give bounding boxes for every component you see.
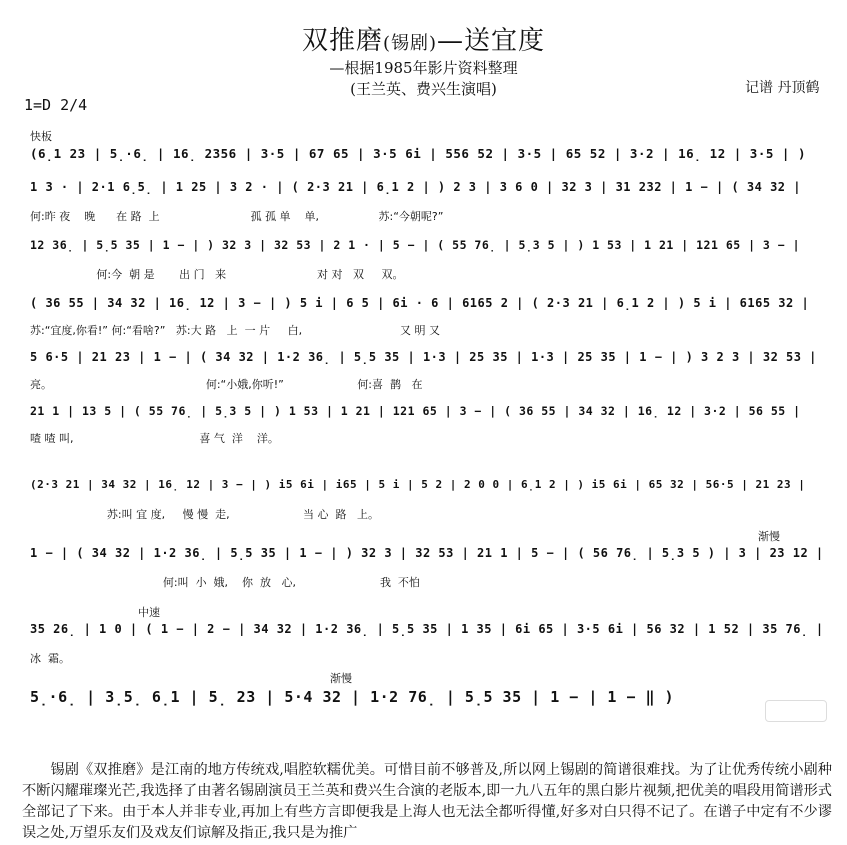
lyrics: 喳 喳 叫, 喜 气 洋 洋。 (30, 432, 279, 445)
lyrics: 苏:“宜度,你看!” 何:“看啥?” 苏:大 路 上 一 片 白, 又 明 又 (30, 324, 440, 337)
notation: (2·3 21 | 34 32 | 16̣ 12 | 3 − | ) i5 6i | i65 | 5 i | 5 2 | 2 0 0 | 6̣1 2 | ) i5 6i | 65 32 | 56·5 | 21 23 | (30, 478, 806, 491)
title-genre: (锡剧) (382, 33, 438, 54)
transcriber-credit: 记谱 丹顶鹤 (745, 80, 820, 96)
notation: 12 36̣ | 5̣5 35 | 1 − | ) 32 3 | 32 53 | 2 1 · | 5 − | ( 55 76̣ | 5̣3 5 | ) 1 53 | 1 21 | 121 65 | 3 − | (30, 238, 801, 252)
lyrics: 何:叫 小 娥, 你 放 心, 我 不怕 (30, 576, 420, 589)
notation: 1 − | ( 34 32 | 1·2 36̣ | 5̣5 35 | 1 − | ) 32 3 | 32 53 | 21 1 | 5 − | ( 56 76̣ | 5̣3 5 ) | 3 | 23 12 | (30, 546, 824, 560)
tempo-mark: 渐慢 (758, 530, 780, 543)
performers: (王兰英、费兴生演唱) (350, 80, 497, 98)
lyrics: 亮。 何:“小娥,你听!” 何:喜 鹊 在 (30, 378, 423, 391)
notation: 21 1 | 13 5 | ( 55 76̣ | 5̣3 5 | ) 1 53 | 1 21 | 121 65 | 3 − | ( 36 55 | 34 32 | 16̣ 12 | 3·2 | 56 55 | (30, 404, 801, 418)
lyrics: 何:今 朝 是 出 门 来 对 对 双 双。 (30, 268, 404, 281)
watermark (765, 700, 827, 722)
tempo-mark: 渐慢 (330, 672, 352, 685)
lyrics: 冰 霜。 (30, 652, 70, 665)
notation: 35 26̣ | 1 0 | ( 1 − | 2 − | 34 32 | 1·2 36̣ | 5̣5 35 | 1 35 | 6i 65 | 3·5 6i | 56 32 | 1 52 | 35 76̣ | (30, 622, 824, 636)
title-main: 双推磨 (301, 26, 383, 56)
title-tail: —送宜度 (437, 26, 546, 56)
notation: 1 3 · | 2·1 6̣5̣ | 1 25 | 3 2 · | ( 2·3 21 | 6̣1 2 | ) 2 3 | 3 6 0 | 32 3 | 31 232 | 1 − | ( 34 32 | (30, 180, 801, 194)
tempo-mark: 快板 (30, 130, 52, 143)
description-paragraph: 锡剧《双推磨》是江南的地方传统戏,唱腔软糯优美。可惜目前不够普及,所以网上锡剧的简谱很难找。为了让优秀传统小剧种不断闪耀璀璨光芒,我选择了由著名锡剧演员王兰英和费兴生合演的老版本,即一九八五年的黑白影片视频,把优美的唱段用简谱形式全部记了下来。由于本人并非专业,再加上有些方言即便我是上海人也无法全都听得懂,好多对白只得不记了。在谱子中定有不少谬误之处,万望乐友们及戏友们谅解及指正,我只是为推广 (22, 762, 832, 841)
lyrics: 何:昨 夜 晚 在 路 上 孤 孤 单 单, 苏:“今朝呢?” (30, 210, 444, 223)
lyrics: 苏:叫 宜 度, 慢 慢 走, 当 心 路 上。 (30, 508, 379, 521)
notation: 5̣·6̣ | 3̣5̣ 6̣1 | 5̣ 23 | 5·4 32 | 1·2 76̣ | 5̣5 35 | 1 − | 1 − ‖ ) (30, 688, 675, 706)
notation: 5 6·5 | 21 23 | 1 − | ( 34 32 | 1·2 36̣ | 5̣5 35 | 1·3 | 25 35 | 1·3 | 25 35 | 1 − | ) 3 2 3 | 32 53 | (30, 350, 817, 364)
subtitle: —根据1985年影片资料整理 (329, 59, 518, 77)
notation: (6̣1 23 | 5̣·6̣ | 16̣ 2356 | 3·5 | 67 65 | 3·5 6i | 556 52 | 3·5 | 65 52 | 3·2 | 16̣ 12 | 3·5 | ) (30, 146, 806, 161)
key-signature: 1=D 2/4 (24, 96, 88, 114)
tempo-mark: 中速 (138, 606, 160, 619)
page-title (0, 20, 847, 57)
notation: ( 36 55 | 34 32 | 16̣ 12 | 3 − | ) 5 i | 6 5 | 6i · 6 | 6165 2 | ( 2·3 21 | 6̣1 2 | ) 5 i | 6165 32 | (30, 296, 810, 310)
